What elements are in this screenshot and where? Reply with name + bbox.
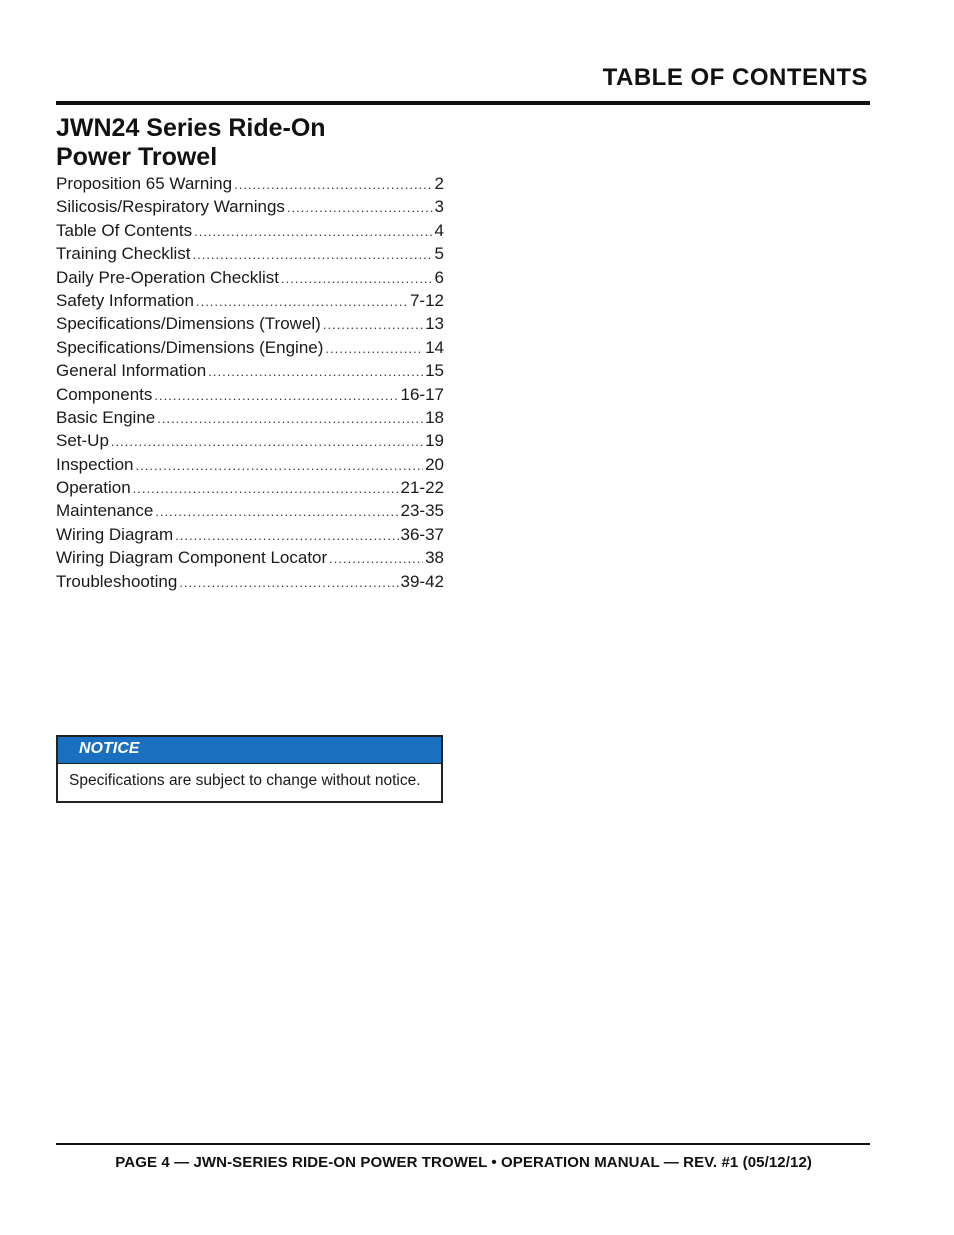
toc-entry-label: Wiring Diagram [56, 524, 174, 544]
toc-entry-label: Maintenance [56, 501, 154, 521]
toc-entry[interactable] [56, 289, 444, 312]
toc-entry-label: Set-Up [56, 431, 109, 451]
toc-leader-dots [136, 454, 424, 477]
toc-entry-label: General Information [56, 361, 207, 381]
toc-leader-dots [234, 173, 432, 196]
toc-entry[interactable] [56, 476, 444, 499]
toc-leader-dots [155, 500, 398, 523]
toc-leader-dots [196, 290, 408, 313]
toc-leader-dots [157, 407, 423, 430]
toc-leader-dots [281, 267, 433, 290]
toc-entry-page: 36-37 [400, 524, 444, 544]
toc-leader-dots [111, 430, 423, 453]
toc-entry-page: 38 [425, 548, 444, 568]
notice-text: Specifications are subject to change without notice. [69, 772, 421, 789]
header-rule [56, 101, 870, 105]
toc-entry[interactable] [56, 546, 444, 569]
toc-entry[interactable] [56, 359, 444, 382]
toc-entry[interactable] [56, 523, 444, 546]
toc-leader-dots [179, 571, 398, 594]
toc-leader-dots [154, 384, 398, 407]
toc-entry-label: Specifications/Dimensions (Trowel) [56, 314, 321, 334]
toc-entry-page: 7-12 [409, 290, 444, 310]
notice-header [58, 737, 441, 764]
toc-entry-page: 6 [434, 267, 444, 287]
notice-label: NOTICE [79, 740, 140, 757]
toc-leader-dots [175, 524, 398, 547]
toc-entry[interactable] [56, 266, 444, 289]
toc-entry-label: Basic Engine [56, 407, 156, 427]
toc-entry-label: Safety Information [56, 290, 194, 310]
toc-leader-dots [287, 196, 433, 219]
toc-entry-label: Wiring Diagram Component Locator [56, 548, 328, 568]
toc-entry[interactable] [56, 219, 444, 242]
toc-entry[interactable] [56, 195, 444, 218]
toc-entry-label: Daily Pre-Operation Checklist [56, 267, 279, 287]
toc-entry-label: Training Checklist [56, 244, 191, 264]
toc-entry-page: 39-42 [400, 571, 444, 591]
toc-entry-page: 21-22 [400, 478, 444, 498]
toc-leader-dots [329, 547, 423, 570]
toc-entry-label: Inspection [56, 454, 134, 474]
toc-entry[interactable] [56, 336, 444, 359]
toc-entry-label: Troubleshooting [56, 571, 178, 591]
toc-entry[interactable] [56, 429, 444, 452]
section-title-line2: Power Trowel [56, 143, 218, 171]
toc-leader-dots [208, 360, 423, 383]
toc-entry-label: Silicosis/Respiratory Warnings [56, 197, 285, 217]
toc-entry-page: 16-17 [400, 384, 444, 404]
toc-entry-page: 3 [434, 197, 444, 217]
notice-box [56, 735, 443, 803]
toc-entry-label: Table Of Contents [56, 220, 193, 240]
toc-entry-page: 20 [425, 454, 444, 474]
section-title-line1: JWN24 Series Ride-On [56, 114, 326, 142]
toc-entry[interactable] [56, 570, 444, 593]
toc-entry[interactable] [56, 172, 444, 195]
toc-leader-dots [194, 220, 432, 243]
table-of-contents [56, 172, 444, 593]
toc-leader-dots [323, 313, 423, 336]
toc-entry-page: 18 [425, 407, 444, 427]
toc-entry-page: 13 [425, 314, 444, 334]
toc-entry-label: Components [56, 384, 153, 404]
toc-entry-label: Proposition 65 Warning [56, 174, 233, 193]
toc-entry[interactable] [56, 312, 444, 335]
toc-leader-dots [133, 477, 399, 500]
toc-entry[interactable] [56, 242, 444, 265]
toc-entry-label: Specifications/Dimensions (Engine) [56, 337, 324, 357]
toc-entry[interactable] [56, 499, 444, 522]
toc-leader-dots [325, 337, 423, 360]
toc-entry[interactable] [56, 383, 444, 406]
toc-entry-page: 14 [425, 337, 444, 357]
toc-entry-label: Operation [56, 478, 131, 498]
page-footer: PAGE 4 — JWN-SERIES RIDE-ON POWER TROWEL • OPERATION MANUAL — REV. #1 (05/12/12) [115, 1154, 812, 1171]
toc-entry-page: 15 [425, 361, 444, 381]
toc-entry-page: 5 [434, 244, 444, 264]
section-title [56, 114, 476, 172]
toc-entry-page: 2 [434, 174, 444, 193]
toc-entry[interactable] [56, 453, 444, 476]
footer-rule [56, 1143, 870, 1145]
toc-entry-page: 23-35 [400, 501, 444, 521]
toc-entry-page: 4 [434, 220, 444, 240]
toc-entry-page: 19 [425, 431, 444, 451]
toc-leader-dots [192, 243, 432, 266]
toc-entry[interactable] [56, 406, 444, 429]
page-header-title: TABLE OF CONTENTS [602, 64, 868, 91]
